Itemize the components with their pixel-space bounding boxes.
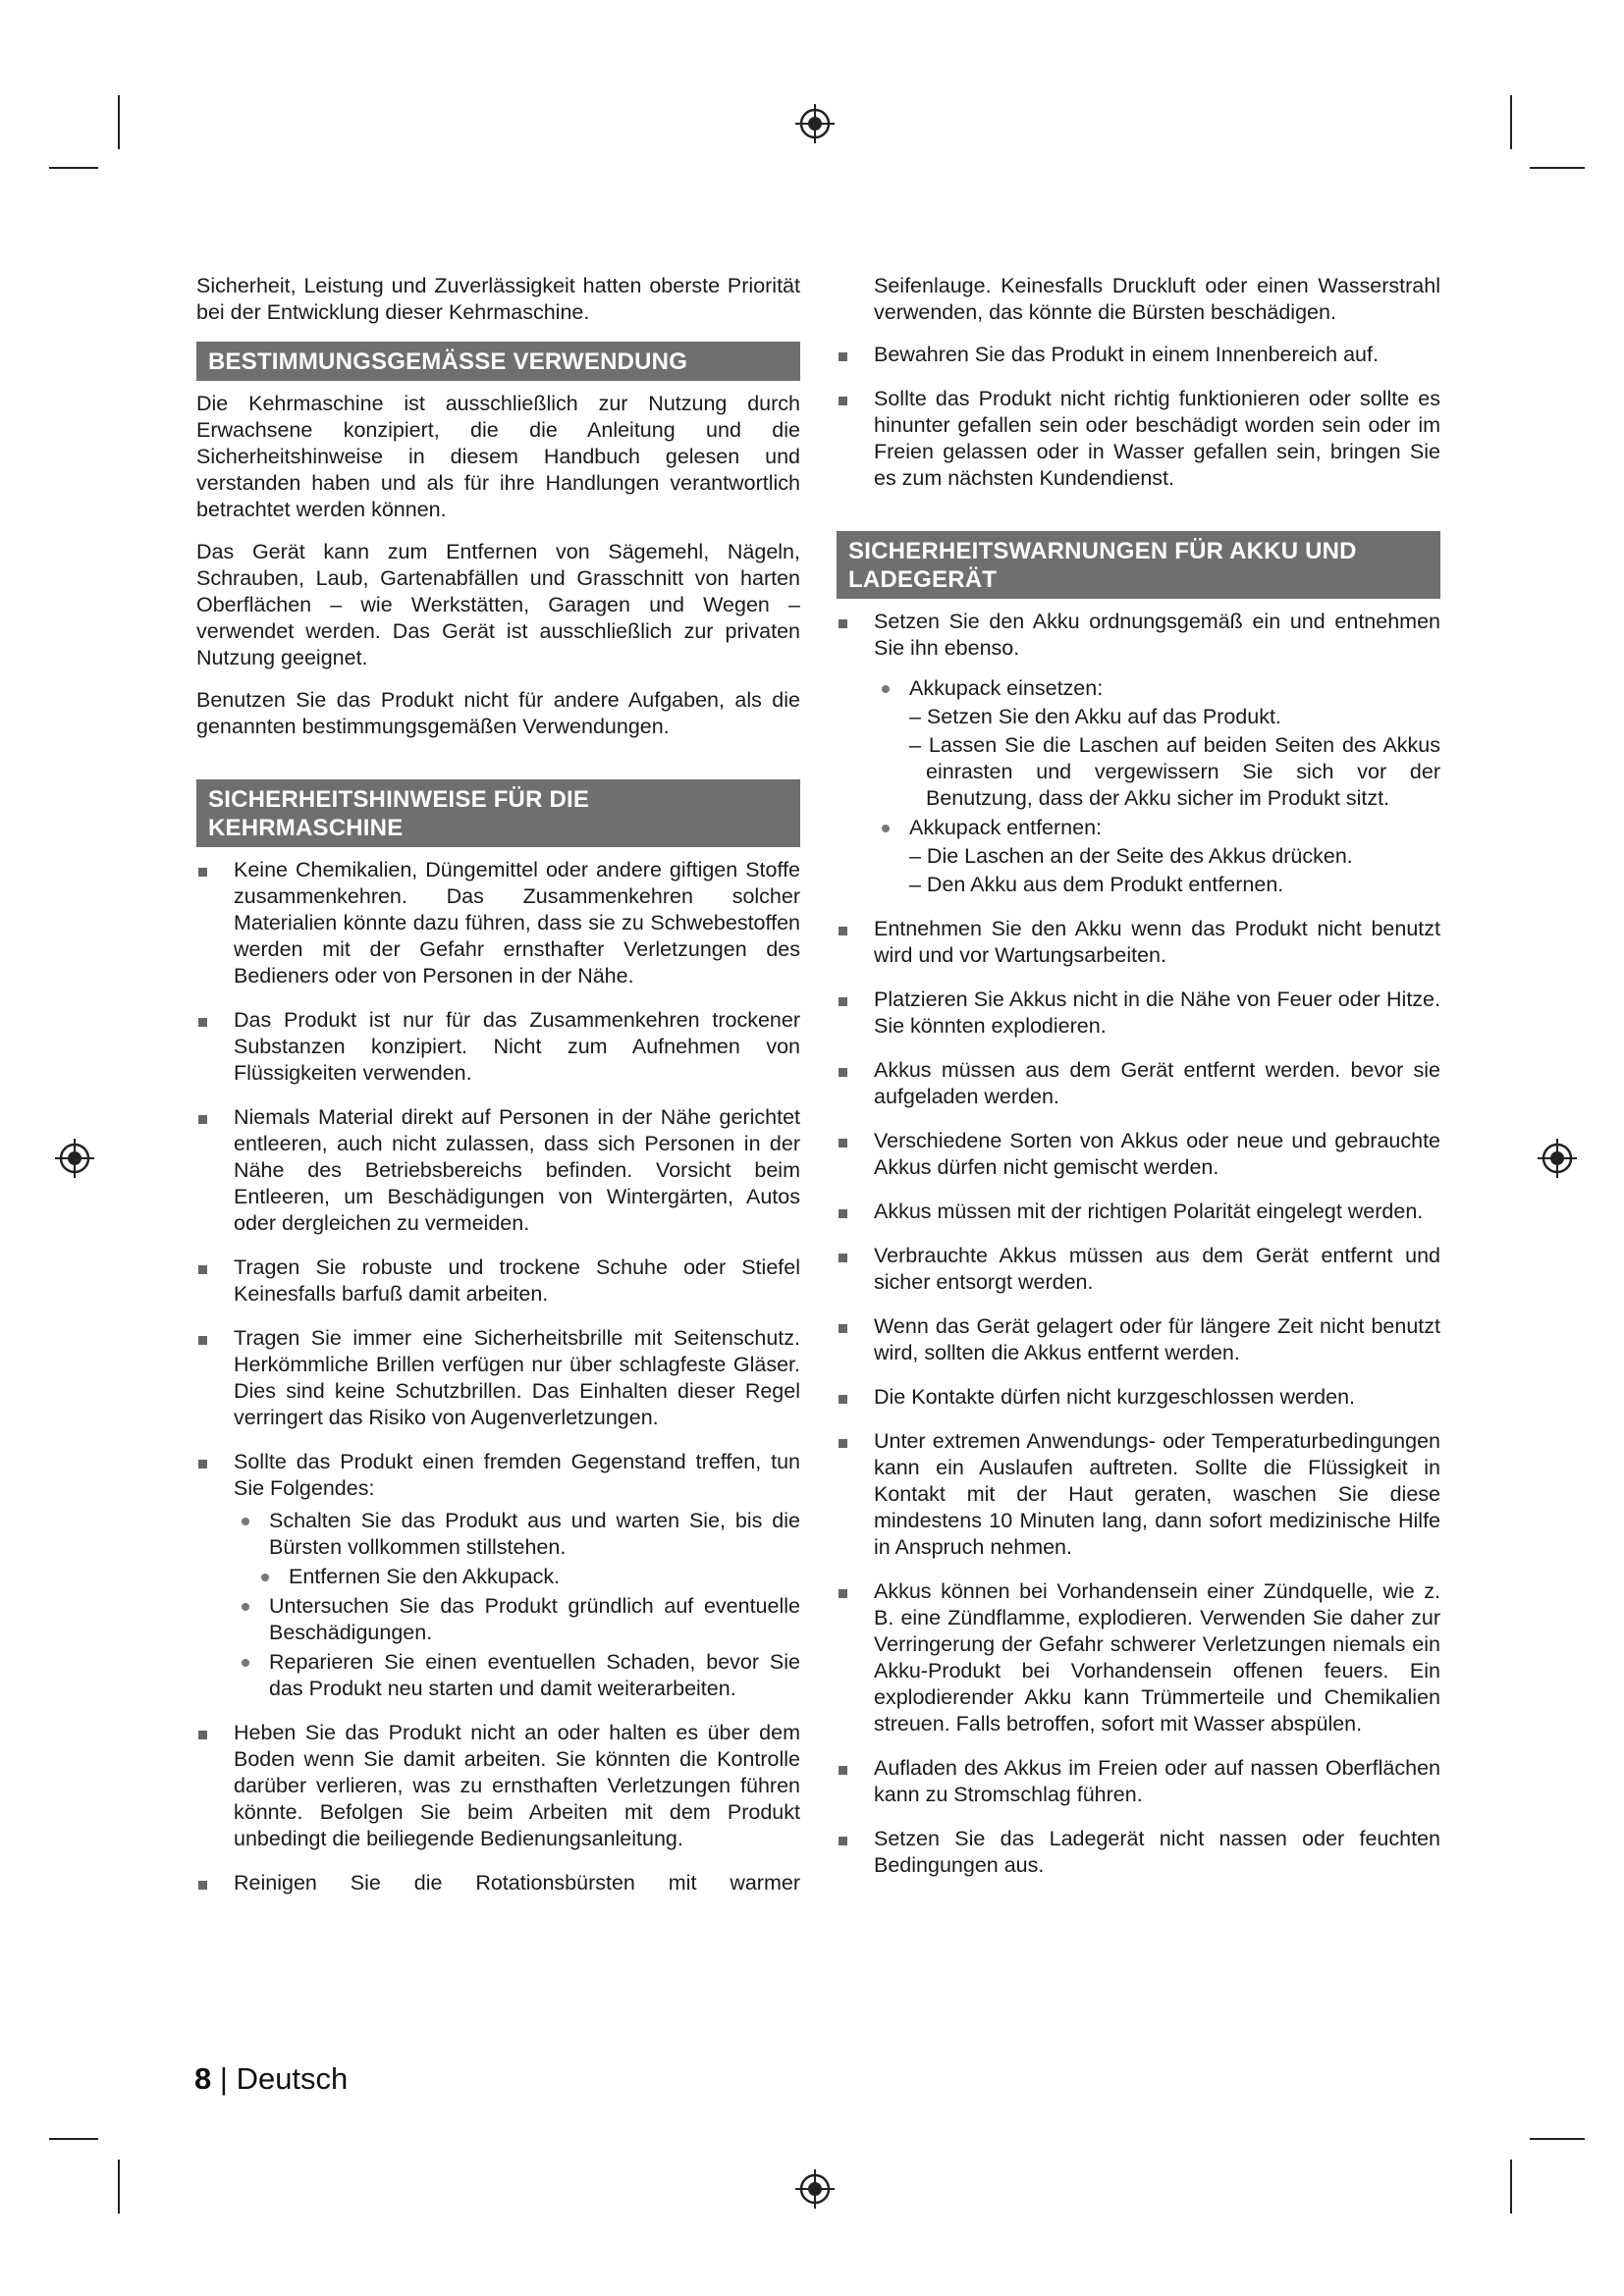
square-bullet-icon: [839, 1209, 847, 1218]
list-item: Tragen Sie robuste und trockene Schuhe oder Stiefel Keinesfalls barfuß damit arbeiten.: [196, 1255, 800, 1308]
square-bullet-icon: [839, 1395, 847, 1404]
square-bullet-icon: [198, 868, 207, 877]
square-bullet-icon: [839, 927, 847, 935]
section-heading-battery: [837, 531, 1440, 599]
list-item: Bewahren Sie das Produkt in einem Innenbereich auf.: [837, 342, 1440, 368]
step-item: Akkupack einsetzen: – Setzen Sie den Akku auf das Produkt. – Lassen Sie die Laschen auf beiden Seiten des Akkus einrasten und vergewissern Sie sich vor der Benutzung, dass der Akku sicher im Produkt sitzt.: [909, 675, 1440, 812]
square-bullet-icon: [839, 1439, 847, 1448]
steps-list: [234, 1508, 800, 1702]
page-number: 8: [194, 2061, 212, 2096]
list-item: Reinigen Sie die Rotationsbürsten mit warmer: [196, 1870, 800, 1896]
list-item: Sollte das Produkt einen fremden Gegenstand treffen, tun Sie Folgendes: Schalten Sie das Produkt aus und warten Sie, bis die Bürsten vollkommen stillstehen. Entfernen Sie den Akkupack. Untersuchen Sie das Produkt gründlich auf eventuelle Beschädigungen. Reparieren Sie einen eventuellen Schaden, bevor Sie das Produkt neu starten und damit weiterarbeiten.: [196, 1449, 800, 1702]
list-item: Niemals Material direkt auf Personen in der Nähe gerichtet entleeren, auch nicht zulassen, dass sich Personen in der Nähe des Betriebsbereichs befinden. Vorsicht beim Entleeren, um Beschädigungen von Wintergärten, Autos oder dergleichen zu vermeiden.: [196, 1104, 800, 1237]
dash-item: – Die Laschen an der Seite des Akkus drücken.: [909, 844, 1353, 868]
dot-bullet-icon: [261, 1574, 269, 1581]
dot-bullet-icon: [242, 1659, 249, 1667]
heading-line: LADEGERÄT: [848, 566, 998, 593]
list-item: Tragen Sie immer eine Sicherheitsbrille mit Seitenschutz. Herkömmliche Brillen verfügen nur über schlagfeste Gläser. Dies sind keine Schutzbrillen. Das Einhalten dieser Regel verringert das Risiko von Augenverletzungen.: [196, 1325, 800, 1431]
square-bullet-icon: [198, 1018, 207, 1027]
list-item: Verbrauchte Akkus müssen aus dem Gerät entfernt und sicher entsorgt werden.: [837, 1243, 1440, 1296]
crop-mark: [1530, 2138, 1585, 2140]
square-bullet-icon: [839, 1589, 847, 1598]
square-bullet-icon: [839, 397, 847, 405]
dash-item: – Setzen Sie den Akku auf das Produkt.: [909, 705, 1281, 728]
dash-list: [909, 704, 1440, 812]
square-bullet-icon: [198, 1731, 207, 1739]
left-column: [196, 273, 800, 1914]
step-item: Untersuchen Sie das Produkt gründlich auf eventuelle Beschädigungen.: [269, 1593, 800, 1646]
square-bullet-icon: [198, 1460, 207, 1468]
dash-item: – Lassen Sie die Laschen auf beiden Seiten des Akkus einrasten und vergewissern Sie sich vor der Benutzung, dass der Akku sicher im Produkt sitzt.: [909, 733, 1440, 810]
list-item: Heben Sie das Produkt nicht an oder halten es über dem Boden wenn Sie damit arbeiten. Sie könnten die Kontrolle darüber verlieren, was zu ernsthaften Verletzungen führen könnte. Befolgen Sie beim Arbeiten mit dem Produkt unbedingt die beiliegende Bedienungsanleitung.: [196, 1720, 800, 1852]
square-bullet-icon: [839, 1837, 847, 1845]
heading-line: SICHERHEITSHINWEISE FÜR DIE: [208, 786, 590, 813]
paragraph: Die Kehrmaschine ist ausschließlich zur Nutzung durch Erwachsene konzipiert, die die Anleitung und die Sicherheitshinweise in diesem Handbuch gelesen und verstanden haben und als für ihre Handlungen verantwortlich betrachtet werden können.: [196, 392, 800, 521]
section-heading-safety: [196, 779, 800, 847]
step-item: Reparieren Sie einen eventuellen Schaden, bevor Sie das Produkt neu starten und damit weiterarbeiten.: [269, 1649, 800, 1702]
safety-list: [196, 857, 800, 1896]
square-bullet-icon: [839, 352, 847, 361]
square-bullet-icon: [839, 997, 847, 1006]
heading-line: KEHRMASCHINE: [208, 815, 404, 841]
dash-list: [909, 843, 1440, 898]
crop-mark: [1530, 167, 1585, 169]
square-bullet-icon: [839, 1766, 847, 1775]
list-item: Die Kontakte dürfen nicht kurzgeschlossen werden.: [837, 1384, 1440, 1411]
page-footer: [194, 2061, 348, 2097]
square-bullet-icon: [839, 1139, 847, 1148]
square-bullet-icon: [198, 1115, 207, 1124]
list-item: Unter extremen Anwendungs- oder Temperaturbedingungen kann ein Auslaufen auftreten. Sollte die Flüssigkeit in Kontakt mit der Haut geraten, waschen Sie diese mindestens 10 Minuten lang, dann sofort medizinische Hilfe in Anspruch nehmen.: [837, 1428, 1440, 1561]
registration-mark-icon: [793, 102, 837, 145]
list-item: Aufladen des Akkus im Freien oder auf nassen Oberflächen kann zu Stromschlag führen.: [837, 1755, 1440, 1808]
list-item: Akkus können bei Vorhandensein einer Zündquelle, wie z. B. eine Zündflamme, explodieren. Verwenden Sie daher zur Verringerung der Gefahr schwerer Verletzungen niemals ein Akku-Produkt bei Vorhandensein offenen feuers. Ein explodierender Akku kann Trümmerteile und Chemikalien streuen. Falls betroffen, sofort mit Wasser abspülen.: [837, 1578, 1440, 1737]
list-item: Wenn das Gerät gelagert oder für längere Zeit nicht benutzt wird, sollten die Akkus entfernt werden.: [837, 1313, 1440, 1366]
section-heading-intended-use: BESTIMMUNGSGEMÄSSE VERWENDUNG: [196, 342, 800, 381]
intro-paragraph: Sicherheit, Leistung und Zuverlässigkeit hatten oberste Priorität bei der Entwicklung dieser Kehrmaschine.: [196, 274, 800, 324]
square-bullet-icon: [198, 1265, 207, 1274]
dot-bullet-icon: [882, 685, 890, 693]
list-item: Verschiedene Sorten von Akkus oder neue und gebrauchte Akkus dürfen nicht gemischt werden.: [837, 1128, 1440, 1181]
list-item: Setzen Sie das Ladegerät nicht nassen oder feuchten Bedingungen aus.: [837, 1826, 1440, 1879]
square-bullet-icon: [198, 1881, 207, 1890]
dash-item: – Den Akku aus dem Produkt entfernen.: [909, 873, 1284, 896]
crop-mark: [118, 2160, 120, 2214]
dot-bullet-icon: [882, 825, 890, 832]
crop-mark: [1510, 95, 1512, 149]
square-bullet-icon: [839, 1254, 847, 1262]
list-item: Sollte das Produkt nicht richtig funktionieren oder sollte es hinunter gefallen sein oder beschädigt worden sein oder im Freien gelassen oder in Wasser gefallen sein, bringen Sie es zum nächsten Kundendienst.: [837, 386, 1440, 492]
list-item: Platzieren Sie Akkus nicht in die Nähe von Feuer oder Hitze. Sie könnten explodieren.: [837, 987, 1440, 1040]
square-bullet-icon: [839, 1068, 847, 1077]
list-item: Das Produkt ist nur für das Zusammenkehren trockener Substanzen konzipiert. Nicht zum Aufnehmen von Flüssigkeiten verwenden.: [196, 1007, 800, 1087]
list-item: Setzen Sie den Akku ordnungsgemäß ein und entnehmen Sie ihn ebenso. Akkupack einsetzen: – Setzen Sie den Akku auf das Produkt. – Lassen Sie die Laschen auf beiden Seiten des Akkus einrasten und vergewissern Sie sich vor der Benutzung, dass der Akku sicher im Produkt sitzt. Akkupack entfernen: – Die Laschen an der Seite des Akkus drücken. – Den Akku aus dem Produkt entfernen.: [837, 609, 1440, 898]
step-item: Akkupack entfernen: – Die Laschen an der Seite des Akkus drücken. – Den Akku aus dem Produkt entfernen.: [909, 815, 1440, 898]
paragraph: Das Gerät kann zum Entfernen von Sägemehl, Nägeln, Schrauben, Laub, Gartenabfällen und Grasschnitt von harten Oberflächen – wie Werkstätten, Garagen und Wegen – verwendet werden. Das Gerät ist ausschließlich zur privaten Nutzung geeignet.: [196, 540, 800, 669]
registration-mark-icon: [53, 1137, 96, 1180]
crop-mark: [118, 95, 120, 149]
footer-separator: |: [219, 2061, 228, 2096]
list-item: Entnehmen Sie den Akku wenn das Produkt nicht benutzt wird und vor Wartungsarbeiten.: [837, 916, 1440, 969]
list-item: Akkus müssen mit der richtigen Polarität eingelegt werden.: [837, 1199, 1440, 1225]
registration-mark-icon: [793, 2167, 837, 2211]
step-item: Entfernen Sie den Akkupack.: [269, 1564, 800, 1590]
continuation-paragraph: Seifenlauge. Keinesfalls Druckluft oder einen Wasserstrahl verwenden, das könnte die Bürsten beschädigen.: [874, 274, 1440, 324]
paragraph: Benutzen Sie das Produkt nicht für andere Aufgaben, als die genannten bestimmungsgemäßen Verwendungen.: [196, 688, 800, 738]
dot-bullet-icon: [242, 1518, 249, 1525]
storage-list: [837, 342, 1440, 492]
heading-line: SICHERHEITSWARNUNGEN FÜR AKKU UND: [848, 538, 1357, 564]
list-item: Keine Chemikalien, Düngemittel oder andere giftigen Stoffe zusammenkehren. Das Zusammenkehren solcher Materialien könnte dazu führen, dass sie zu Schwebestoffen werden mit der Gefahr ernsthafter Verletzungen des Bedieners oder von Personen in der Nähe.: [196, 857, 800, 989]
square-bullet-icon: [839, 619, 847, 628]
square-bullet-icon: [839, 1324, 847, 1333]
crop-mark: [49, 167, 98, 169]
dot-bullet-icon: [242, 1603, 249, 1611]
crop-mark: [1510, 2160, 1512, 2214]
registration-mark-icon: [1536, 1137, 1579, 1180]
step-item: Schalten Sie das Produkt aus und warten Sie, bis die Bürsten vollkommen stillstehen.: [269, 1508, 800, 1561]
battery-list: [837, 609, 1440, 1879]
battery-steps-list: [874, 675, 1440, 898]
list-item: Akkus müssen aus dem Gerät entfernt werden. bevor sie aufgeladen werden.: [837, 1057, 1440, 1110]
square-bullet-icon: [198, 1336, 207, 1345]
right-column: [837, 273, 1440, 1896]
footer-language: Deutsch: [236, 2061, 349, 2096]
crop-mark: [49, 2138, 98, 2140]
